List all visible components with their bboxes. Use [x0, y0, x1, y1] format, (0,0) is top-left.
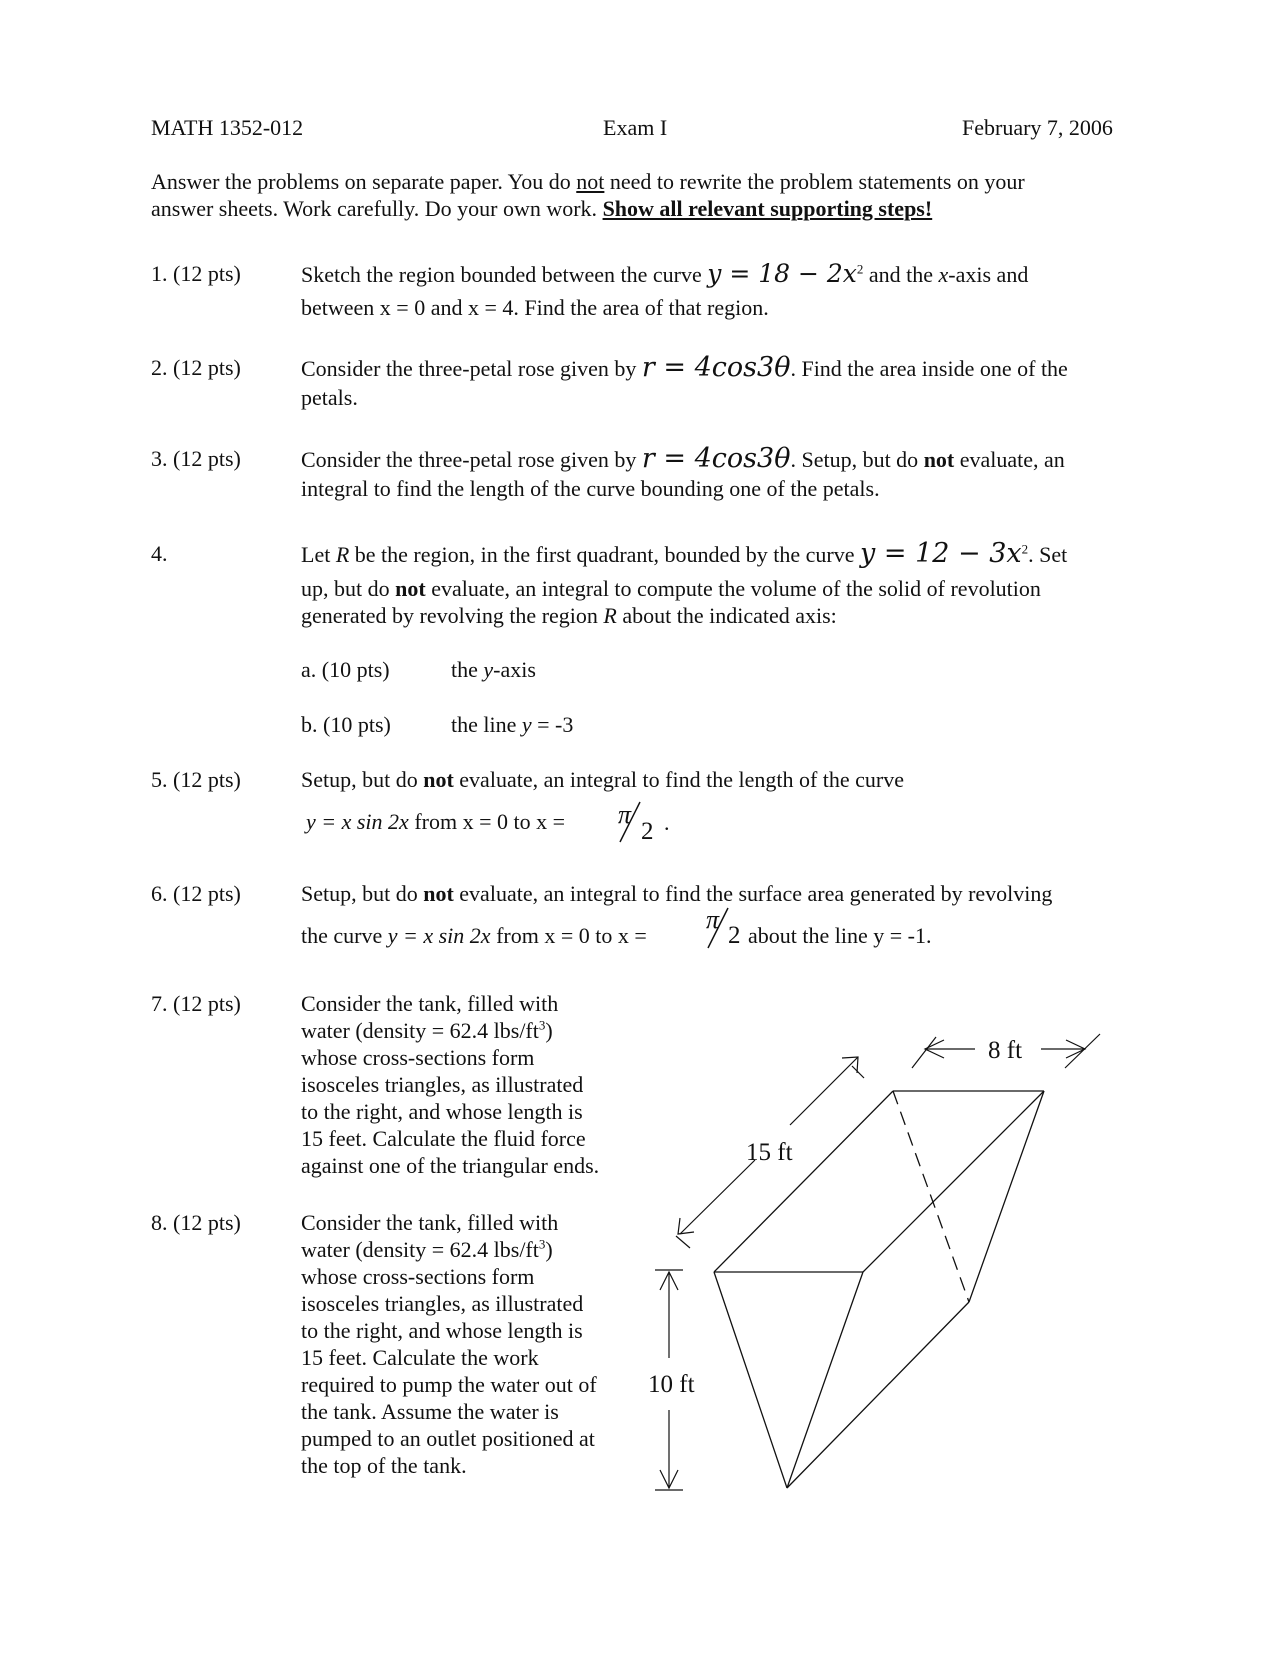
problem-7-text-line: water (density = 62.4 lbs/$ft^3$): [301, 1017, 553, 1043]
problem-5-pi: π: [618, 800, 632, 829]
problem-8-text-line: pumped to an outlet positioned at: [301, 1426, 595, 1451]
problem-6-pi: π: [706, 905, 720, 934]
problem-8-text-line: to the right, and whose length is: [301, 1318, 583, 1343]
problem-7-text-line: Consider the tank, filled with: [301, 991, 559, 1016]
problem-1-line-1: Sketch the region bounded between the curve $y = 18 - 2x^2$ and the x-axis and: [301, 259, 1029, 288]
problem-7-text-line: to the right, and whose length is: [301, 1099, 583, 1124]
problem-6-denominator: 2: [728, 922, 741, 949]
label-length: 15 ft: [746, 1139, 793, 1166]
exam-date: February 7, 2006: [962, 115, 1113, 140]
problem-4-number: 4.: [151, 541, 168, 566]
problem-8-text-line: required to pump the water out of: [301, 1372, 597, 1397]
problem-4a-text: the y-axis: [451, 657, 536, 682]
problem-4-line-1: Let R be the region, in the first quadrant, bounded by the curve $y = 12 - 3x^2$. Set: [301, 538, 1068, 569]
problem-4b-text: the line y = -3: [451, 712, 574, 737]
problem-1-number: 1. (12 pts): [151, 261, 241, 286]
problem-6-number: 6. (12 pts): [151, 881, 241, 906]
course-code: MATH 1352-012: [151, 115, 304, 140]
back-right-edge: [969, 1091, 1044, 1302]
problem-8-text-line: isosceles triangles, as illustrated: [301, 1291, 584, 1316]
problem-2-line-2: petals.: [301, 385, 358, 410]
problem-4-line-3: generated by revolving the region R about the indicated axis:: [301, 603, 837, 628]
problem-6-line-2a: the curve y = x sin 2x from x = 0 to x =: [301, 923, 647, 948]
problem-4-line-2: up, but do not evaluate, an integral to compute the volume of the solid of revolution: [301, 576, 1041, 601]
problem-4a-label: a. (10 pts): [301, 657, 390, 682]
problem-7-text-line: 15 feet. Calculate the fluid force: [301, 1126, 586, 1151]
problem-8-text-line: Consider the tank, filled with: [301, 1210, 559, 1235]
problem-2-number: 2. (12 pts): [151, 355, 241, 380]
exam-title: Exam I: [603, 115, 668, 140]
problem-8-text-line: water (density = 62.4 lbs/$ft^3$): [301, 1236, 553, 1262]
problem-8-text-line: the tank. Assume the water is: [301, 1399, 559, 1424]
problem-7-text-line: whose cross-sections form: [301, 1045, 535, 1070]
top-left-long-edge: [714, 1091, 893, 1272]
front-left-edge: [714, 1272, 787, 1488]
problem-4b-label: b. (10 pts): [301, 712, 391, 737]
problem-3-line-1: Consider the three-petal rose given by r = 4cos3θ. Setup, but do not evaluate, an: [301, 443, 1065, 474]
problem-5-period: .: [664, 810, 670, 835]
problem-2-line-1: Consider the three-petal rose given by r = 4cos3θ. Find the area inside one of the: [301, 352, 1068, 383]
problem-6-line-2b: about the line y = -1.: [748, 923, 932, 948]
problem-7-text-line: isosceles triangles, as illustrated: [301, 1072, 584, 1097]
problem-3-line-2: integral to find the length of the curve bounding one of the petals.: [301, 476, 880, 501]
back-left-hidden-edge: [893, 1091, 969, 1302]
top-right-long-edge: [863, 1091, 1044, 1272]
problem-1-line-2: between x = 0 and x = 4. Find the area of that region.: [301, 295, 769, 320]
problem-5-number: 5. (12 pts): [151, 767, 241, 792]
problem-5-denominator: 2: [641, 818, 654, 845]
label-width: 8 ft: [988, 1037, 1023, 1064]
instructions-line-2: answer sheets. Work carefully. Do your own work. Show all relevant supporting steps!: [151, 196, 933, 221]
problem-8-text-line: whose cross-sections form: [301, 1264, 535, 1289]
problem-3-number: 3. (12 pts): [151, 446, 241, 471]
bottom-long-edge: [787, 1302, 969, 1488]
problem-5-line-2: y = x sin 2x from x = 0 to x =: [306, 809, 566, 834]
problem-8-text-line: the top of the tank.: [301, 1453, 467, 1478]
instructions-line-1: Answer the problems on separate paper. You do not need to rewrite the problem statements on your: [151, 169, 1025, 194]
front-right-edge: [787, 1272, 863, 1488]
problem-7-number: 7. (12 pts): [151, 991, 241, 1016]
problem-6-line-1: Setup, but do not evaluate, an integral to find the surface area generated by revolving: [301, 881, 1053, 906]
problem-5-line-1: Setup, but do not evaluate, an integral to find the length of the curve: [301, 767, 905, 792]
problem-7-text-line: against one of the triangular ends.: [301, 1153, 600, 1178]
problem-8-text-line: 15 feet. Calculate the work: [301, 1345, 539, 1370]
label-height: 10 ft: [648, 1371, 695, 1398]
problem-8-number: 8. (12 pts): [151, 1210, 241, 1235]
